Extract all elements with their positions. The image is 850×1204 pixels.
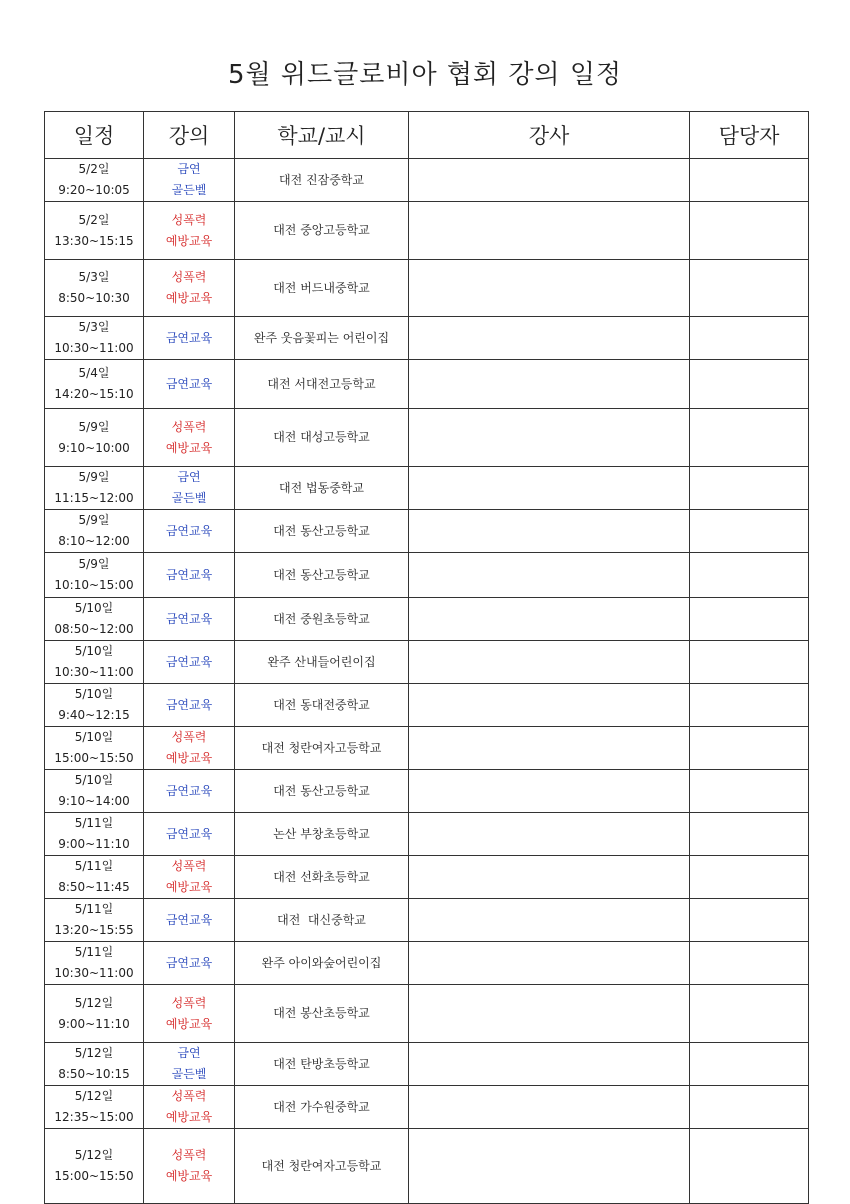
date-cell — [45, 467, 144, 510]
manager-cell — [690, 1043, 809, 1086]
date-day: 5/12일 — [74, 1089, 114, 1103]
manager-cell — [690, 727, 809, 770]
date-time: 9:00~11:10 — [58, 1016, 130, 1031]
date-time: 10:30~11:00 — [54, 665, 134, 679]
date-day: 5/11일 — [74, 859, 114, 873]
date-cell — [45, 1043, 144, 1086]
lecture-line: 성폭력 — [171, 995, 207, 1010]
date-time: 9:20~10:05 — [58, 183, 130, 197]
lecture-line: 예방교육 — [165, 1110, 213, 1124]
manager-cell — [690, 159, 809, 202]
lecture-cell — [144, 409, 235, 467]
instructor-cell — [409, 1086, 690, 1129]
lecture-line: 금연 — [177, 162, 201, 176]
instructor-cell — [409, 1043, 690, 1086]
instructor-cell — [409, 985, 690, 1043]
date-cell — [45, 202, 144, 260]
table-row — [45, 1129, 809, 1204]
date-cell — [45, 553, 144, 598]
lecture-line: 성폭력 — [171, 212, 207, 227]
date-time: 12:35~15:00 — [54, 1110, 134, 1124]
lecture-cell — [144, 260, 235, 317]
instructor-cell — [409, 260, 690, 317]
school-cell: 완주 웃음꽃피는 어린이집 — [235, 317, 409, 360]
manager-cell — [690, 409, 809, 467]
manager-cell — [690, 260, 809, 317]
date-day: 5/9일 — [78, 557, 110, 571]
manager-cell — [690, 1129, 809, 1204]
school-cell: 대전 중원초등학교 — [235, 598, 409, 641]
lecture-line: 성폭력 — [171, 270, 207, 284]
manager-cell — [690, 317, 809, 360]
lecture-line: 예방교육 — [165, 1169, 213, 1183]
manager-cell — [690, 899, 809, 942]
date-cell — [45, 1129, 144, 1204]
lecture-line: 골든벨 — [171, 1067, 207, 1081]
school-cell: 대전 동산고등학교 — [235, 553, 409, 598]
manager-cell — [690, 510, 809, 553]
date-time: 9:10~14:00 — [58, 794, 130, 808]
lecture-cell — [144, 317, 235, 360]
lecture-cell — [144, 641, 235, 684]
lecture-line: 금연교육 — [165, 376, 213, 391]
lecture-cell — [144, 360, 235, 409]
school-cell: 대전 동대전중학교 — [235, 684, 409, 727]
date-cell — [45, 856, 144, 899]
lecture-cell — [144, 1129, 235, 1204]
table-row — [45, 641, 809, 684]
school-cell: 대전 봉산초등학교 — [235, 985, 409, 1043]
lecture-line: 성폭력 — [171, 1089, 207, 1103]
date-cell — [45, 942, 144, 985]
date-time: 9:10~10:00 — [58, 440, 130, 455]
lecture-cell — [144, 856, 235, 899]
date-time: 13:20~15:55 — [54, 923, 134, 937]
date-time: 8:50~10:15 — [58, 1067, 130, 1081]
date-cell — [45, 641, 144, 684]
date-time: 8:50~10:30 — [58, 291, 130, 305]
date-time: 15:00~15:50 — [54, 751, 134, 765]
lecture-cell — [144, 727, 235, 770]
lecture-line: 금연교육 — [165, 912, 213, 927]
instructor-cell — [409, 360, 690, 409]
lecture-line: 금연교육 — [165, 783, 213, 798]
school-cell: 대전 선화초등학교 — [235, 856, 409, 899]
date-time: 10:10~15:00 — [54, 578, 134, 592]
date-time: 9:00~11:10 — [58, 837, 130, 851]
date-day: 5/10일 — [74, 601, 114, 615]
date-cell — [45, 985, 144, 1043]
date-cell — [45, 510, 144, 553]
date-cell — [45, 360, 144, 409]
manager-cell — [690, 942, 809, 985]
instructor-cell — [409, 813, 690, 856]
lecture-line: 예방교육 — [165, 1016, 213, 1031]
lecture-cell — [144, 159, 235, 202]
date-cell — [45, 684, 144, 727]
table-row — [45, 159, 809, 202]
header-instructor: 강사 — [409, 112, 690, 159]
lecture-line: 예방교육 — [165, 880, 213, 894]
instructor-cell — [409, 409, 690, 467]
lecture-cell — [144, 202, 235, 260]
table-row — [45, 727, 809, 770]
lecture-line: 성폭력 — [171, 1148, 207, 1162]
table-row — [45, 260, 809, 317]
table-row — [45, 360, 809, 409]
lecture-line: 골든벨 — [171, 491, 207, 505]
date-day: 5/3일 — [78, 270, 110, 284]
date-cell — [45, 1086, 144, 1129]
table-row — [45, 553, 809, 598]
lecture-line: 성폭력 — [171, 419, 207, 434]
date-cell — [45, 598, 144, 641]
table-row — [45, 770, 809, 813]
manager-cell — [690, 202, 809, 260]
date-time: 08:50~12:00 — [54, 622, 134, 636]
date-day: 5/10일 — [74, 687, 114, 701]
lecture-line: 예방교육 — [165, 751, 213, 765]
date-day: 5/9일 — [78, 513, 110, 527]
header-manager: 담당자 — [690, 112, 809, 159]
table-row — [45, 1043, 809, 1086]
date-day: 5/10일 — [74, 773, 114, 787]
instructor-cell — [409, 770, 690, 813]
lecture-line: 금연교육 — [165, 330, 213, 345]
school-cell: 대전 청란여자고등학교 — [235, 1129, 409, 1204]
instructor-cell — [409, 727, 690, 770]
school-cell: 대전 중앙고등학교 — [235, 202, 409, 260]
date-cell — [45, 409, 144, 467]
table-row — [45, 856, 809, 899]
instructor-cell — [409, 467, 690, 510]
lecture-cell — [144, 770, 235, 813]
table-row — [45, 510, 809, 553]
date-cell — [45, 813, 144, 856]
instructor-cell — [409, 641, 690, 684]
date-time: 13:30~15:15 — [54, 233, 134, 248]
manager-cell — [690, 598, 809, 641]
date-day: 5/11일 — [74, 945, 114, 959]
school-cell: 논산 부창초등학교 — [235, 813, 409, 856]
lecture-line: 예방교육 — [165, 233, 213, 248]
school-cell: 대전 법동중학교 — [235, 467, 409, 510]
school-cell: 대전 청란여자고등학교 — [235, 727, 409, 770]
date-day: 5/12일 — [74, 1046, 114, 1060]
date-day: 5/12일 — [74, 995, 114, 1010]
lecture-line: 금연 — [177, 470, 201, 484]
lecture-line: 골든벨 — [171, 183, 207, 197]
table-row — [45, 598, 809, 641]
date-time: 15:00~15:50 — [54, 1169, 134, 1183]
table-row — [45, 942, 809, 985]
lecture-cell — [144, 1043, 235, 1086]
date-day: 5/4일 — [78, 366, 110, 380]
lecture-cell — [144, 553, 235, 598]
date-time: 9:40~12:15 — [58, 708, 130, 722]
page-title: 5월 위드글로비아 협회 강의 일정 — [227, 60, 623, 90]
date-time: 8:50~11:45 — [58, 880, 130, 894]
date-day: 5/11일 — [74, 816, 114, 830]
date-day: 5/9일 — [78, 470, 110, 484]
table-row — [45, 317, 809, 360]
date-day: 5/11일 — [74, 902, 114, 916]
manager-cell — [690, 985, 809, 1043]
date-time: 10:30~11:00 — [54, 966, 134, 980]
date-time: 10:30~11:00 — [54, 341, 134, 355]
header-lecture: 강의 — [144, 112, 235, 159]
lecture-line: 금연교육 — [165, 697, 213, 712]
instructor-cell — [409, 1129, 690, 1204]
school-cell: 대전 동산고등학교 — [235, 510, 409, 553]
manager-cell — [690, 641, 809, 684]
lecture-line: 예방교육 — [165, 440, 213, 455]
date-cell — [45, 727, 144, 770]
lecture-line: 금연교육 — [165, 567, 213, 582]
school-cell: 대전 대성고등학교 — [235, 409, 409, 467]
manager-cell — [690, 770, 809, 813]
lecture-line: 성폭력 — [171, 859, 207, 873]
schedule-body — [45, 159, 809, 1204]
lecture-cell — [144, 985, 235, 1043]
school-cell: 대전 대신중학교 — [235, 899, 409, 942]
lecture-line: 금연교육 — [165, 826, 213, 841]
table-row — [45, 1086, 809, 1129]
manager-cell — [690, 1086, 809, 1129]
table-row — [45, 985, 809, 1043]
manager-cell — [690, 813, 809, 856]
lecture-line: 금연교육 — [165, 955, 213, 970]
date-day: 5/10일 — [74, 730, 114, 744]
date-cell — [45, 260, 144, 317]
school-cell: 대전 서대전고등학교 — [235, 360, 409, 409]
instructor-cell — [409, 598, 690, 641]
lecture-cell — [144, 813, 235, 856]
manager-cell — [690, 856, 809, 899]
date-cell — [45, 159, 144, 202]
instructor-cell — [409, 317, 690, 360]
school-cell: 대전 가수원중학교 — [235, 1086, 409, 1129]
table-row — [45, 684, 809, 727]
date-cell — [45, 899, 144, 942]
date-day: 5/10일 — [74, 644, 114, 658]
lecture-cell — [144, 510, 235, 553]
manager-cell — [690, 467, 809, 510]
date-time: 14:20~15:10 — [54, 387, 134, 401]
manager-cell — [690, 684, 809, 727]
date-cell — [45, 317, 144, 360]
header-date: 일정 — [45, 112, 144, 159]
schedule-table — [44, 111, 809, 1204]
lecture-cell — [144, 467, 235, 510]
date-day: 5/12일 — [74, 1148, 114, 1162]
lecture-line: 금연 — [177, 1046, 201, 1060]
manager-cell — [690, 553, 809, 598]
date-day: 5/3일 — [78, 320, 110, 334]
instructor-cell — [409, 553, 690, 598]
table-row — [45, 899, 809, 942]
date-time: 8:10~12:00 — [58, 534, 130, 548]
header-school: 학교/교시 — [235, 112, 409, 159]
date-day: 5/2일 — [78, 162, 110, 176]
lecture-cell — [144, 684, 235, 727]
header-row — [45, 112, 809, 159]
instructor-cell — [409, 942, 690, 985]
table-row — [45, 202, 809, 260]
instructor-cell — [409, 684, 690, 727]
school-cell: 완주 산내들어린이집 — [235, 641, 409, 684]
date-cell — [45, 770, 144, 813]
date-day: 5/9일 — [78, 419, 110, 434]
lecture-cell — [144, 899, 235, 942]
manager-cell — [690, 360, 809, 409]
instructor-cell — [409, 159, 690, 202]
table-row — [45, 409, 809, 467]
instructor-cell — [409, 510, 690, 553]
table-row — [45, 813, 809, 856]
school-cell: 대전 진잠중학교 — [235, 159, 409, 202]
instructor-cell — [409, 899, 690, 942]
lecture-line: 예방교육 — [165, 291, 213, 305]
date-day: 5/2일 — [78, 212, 110, 227]
instructor-cell — [409, 202, 690, 260]
lecture-cell — [144, 942, 235, 985]
date-time: 11:15~12:00 — [54, 491, 134, 505]
lecture-cell — [144, 598, 235, 641]
lecture-line: 금연교육 — [165, 611, 213, 626]
lecture-cell — [144, 1086, 235, 1129]
school-cell: 대전 탄방초등학교 — [235, 1043, 409, 1086]
school-cell: 대전 버드내중학교 — [235, 260, 409, 317]
lecture-line: 성폭력 — [171, 730, 207, 744]
instructor-cell — [409, 856, 690, 899]
school-cell: 대전 동산고등학교 — [235, 770, 409, 813]
school-cell: 완주 아이와숲어린이집 — [235, 942, 409, 985]
lecture-line: 금연교육 — [165, 654, 213, 669]
table-row — [45, 467, 809, 510]
lecture-line: 금연교육 — [165, 523, 213, 538]
